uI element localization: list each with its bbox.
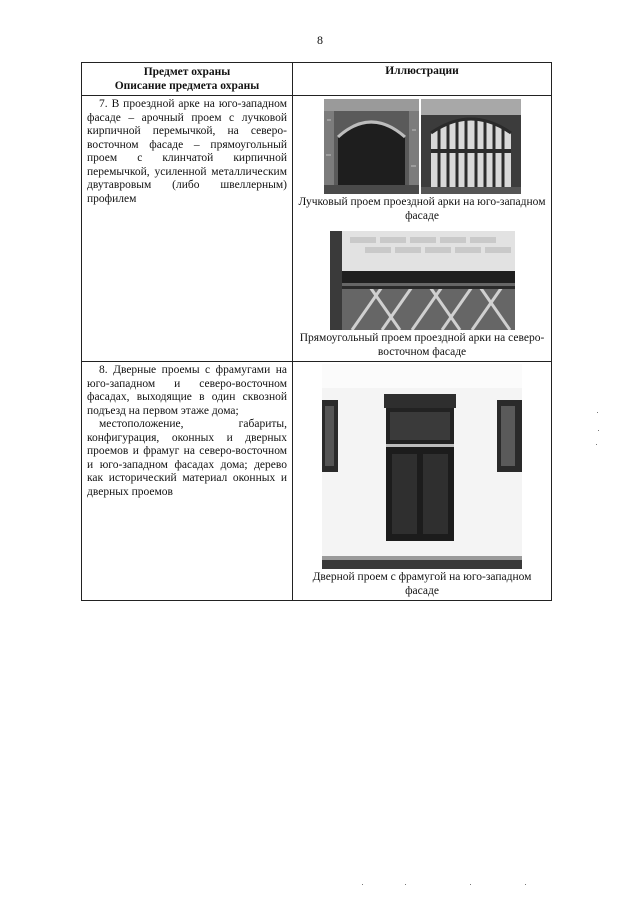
rectangular-opening-photo	[330, 231, 515, 330]
header-left-cell	[82, 63, 293, 96]
page-number: 8	[317, 33, 323, 47]
row-7-text: 7. В проездной арке на юго-западном фасаде – арочный проем с лучковой кирпичной перемычкой, на северо-восточном фасаде – прямоугольный проем с клинчатой кирпичной перемычкой, усиленной металлическим двутавровым (либо швеллерным) профилем	[87, 98, 287, 205]
row-7-illustrations	[293, 96, 552, 362]
table-header-row	[82, 63, 552, 96]
arch-opening-photo	[324, 99, 419, 194]
caption-arch-sw: Лучковый проем проездной арки на юго-западном фасаде	[298, 196, 546, 222]
table-row	[82, 362, 552, 601]
caption-arch-ne: Прямоугольный проем проездной арки на северо-восточном фасаде	[299, 332, 545, 358]
table-row	[82, 96, 552, 362]
door-transom-photo	[322, 364, 522, 569]
row-8-text-2: местоположение, габариты, конфигурация, оконных и дверных проемов и фрамуг на северо-восточном и юго-западном фасадах дома; дерево как исторический материал оконных и дверных проемов	[87, 418, 287, 498]
protection-table	[81, 62, 552, 601]
header-subject: Предмет охраны	[143, 66, 231, 78]
row-8-description	[82, 362, 293, 601]
row-7-photo-pair	[298, 99, 546, 194]
caption-door-sw: Дверной проем с фрамугой на юго-западном фасаде	[312, 571, 532, 597]
row-8-text-1: 8. Дверные проемы с фрамугами на юго-западном и северо-восточном фасадах, выходящие в один сквозной подъезд на первом этаже дома;	[87, 364, 287, 417]
arch-gate-photo	[421, 99, 521, 194]
header-description: Описание предмета охраны	[114, 80, 260, 92]
row-7-description	[82, 96, 293, 362]
row-8-illustrations	[293, 362, 552, 601]
header-illustrations: Иллюстрации	[293, 63, 552, 96]
